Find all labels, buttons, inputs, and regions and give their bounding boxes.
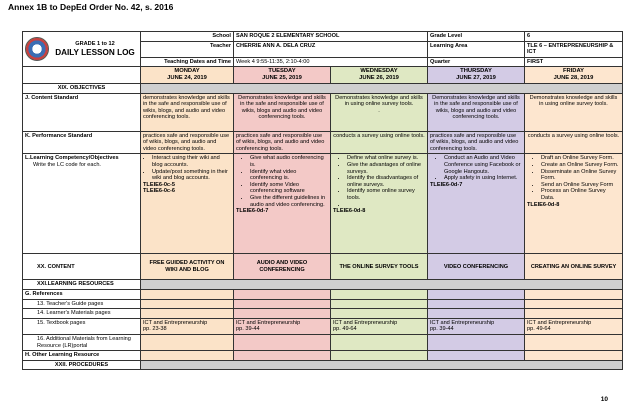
learning-resources-bar (141, 280, 623, 290)
list-item: • Draft an Online Survey Form. (541, 155, 620, 162)
lc-code: TLEIE6-0d-7 (430, 181, 463, 188)
content-standard-wed: Demonstrates knowledge and skills in using online survey tools. . (331, 93, 428, 131)
content-thu: VIDEO CONFERENCING (428, 254, 525, 280)
competency-sublabel: Write the LC code for each. (33, 162, 101, 168)
list-item: • Identify the disadvantages of online surveys. (347, 175, 425, 188)
performance-standard-tue: practices safe and responsible use of wikis, blogs, and audio and video conferencing tools. (234, 131, 331, 154)
learners-materials-label: 14. Learner's Materials pages (23, 309, 141, 319)
daily-lesson-log-table (22, 31, 623, 370)
grade-level-label: Grade Level (428, 32, 525, 42)
content-standard-thu: Demonstrates knowledge and skills in the safe and responsible use of wikis, blogs and audio and video conferencing tools. (428, 93, 525, 131)
title-cell (23, 32, 141, 67)
lc-code: TLEIE6-0d-7 (236, 208, 269, 215)
list-item: • Give the different guidelines in audio and video conferencing. (250, 195, 328, 208)
deped-seal-icon (25, 37, 49, 61)
other-resources-label: H. Other Learning Resource (23, 351, 141, 361)
dates-label: Teaching Dates and Time (141, 57, 234, 67)
learning-resources-label: XXI.LEARNING RESOURCES (23, 280, 141, 290)
additional-materials-label: 16. Additional Materials from Learning Resource (LR)portal (23, 334, 141, 350)
annex-header: Annex 1B to DepEd Order No. 42, s. 2016 (8, 2, 174, 12)
content-mon: FREE GUIDED ACTIVITY ON WIKI AND BLOG (141, 254, 234, 280)
competency-mon (141, 154, 234, 254)
competency-tue (234, 154, 331, 254)
day-header-thursday: THURSDAY JUNE 27, 2019 (428, 67, 525, 84)
objectives-bar (141, 84, 623, 94)
content-standard-label: J. Content Standard (23, 93, 141, 131)
content-standard-tue: Demonstrates knowledge and skills in the safe and responsible use of wikis, blogs and audio and video conferencing tools. (234, 93, 331, 131)
log-title: DAILY LESSON LOG (55, 47, 135, 57)
textbook-wed: ICT and Entrepreneurship pp. 49-64 (331, 318, 428, 334)
page-number: 10 (600, 396, 608, 403)
performance-standard-mon: practices safe and responsible use of wikis, blogs, and audio and video conferencing tools. (141, 131, 234, 154)
day-header-wednesday: WEDNESDAY JUNE 26, 2019 (331, 67, 428, 84)
content-label: XX. CONTENT (23, 254, 141, 280)
performance-standard-wed: conducts a survey using online tools. (331, 131, 428, 154)
list-item: • Give what audio conferencing is. (250, 155, 328, 168)
references-label: G. References (23, 290, 141, 300)
learning-area-value: TLE 6 – ENTREPRENEURSHIP & ICT (525, 41, 623, 57)
content-standard-mon: demonstrates knowledge and skills in the safe and responsible use of wikis, blogs, and audio and video conferencing tools. (141, 93, 234, 131)
list-item: • Identify what video conferencing is. (250, 169, 328, 182)
procedures-label: XXII. PROCEDURES (23, 360, 141, 370)
lc-code: TLEIE6-0d-8 (527, 201, 560, 208)
grade-level-value: 6 (525, 32, 623, 42)
quarter-value: FIRST (525, 57, 623, 67)
competency-label: L.Learning Competency/Objectives (25, 155, 119, 162)
textbook-label: 15. Textbook pages (23, 318, 141, 334)
lc-code: TLEIE6-0c-5 (143, 181, 176, 188)
list-item: • Conduct an Audio and Video Conference using Facebook or Google Hangouts. (444, 155, 522, 175)
textbook-mon: ICT and Entrepreneurship pp. 23-38 (141, 318, 234, 334)
lc-code: TLEIE6-0d-8 (333, 208, 366, 215)
textbook-tue: ICT and Entrepreneurship pp. 39-44 (234, 318, 331, 334)
competency-label-cell (23, 154, 141, 254)
performance-standard-label: K. Performance Standard (23, 131, 141, 154)
content-standard-fri: Demonstrates knowledge and skills in using online survey tools. (525, 93, 623, 131)
list-item: • Update/post something in their wiki and blog accounts. (152, 169, 231, 182)
list-item: • Interact using their wiki and blog accounts. (152, 155, 231, 168)
textbook-fri: ICT and Entrepreneurship pp. 49-64 (525, 318, 623, 334)
performance-standard-thu: practices safe and responsible use of wikis, blogs, and audio and video conferencing tools. (428, 131, 525, 154)
competency-thu (428, 154, 525, 254)
grade-range: GRADE 1 to 12 (75, 41, 115, 48)
content-tue: AUDIO AND VIDEO CONFERENCING (234, 254, 331, 280)
content-fri: CREATING AN ONLINE SURVEY (525, 254, 623, 280)
teacher-value: CHERRIE ANN A. DELA CRUZ (234, 41, 428, 57)
competency-fri (525, 154, 623, 254)
procedures-bar (141, 360, 623, 370)
quarter-label: Quarter (428, 57, 525, 67)
list-item: • Apply safety in using Internet. (444, 175, 522, 182)
list-item: • Give the advantages of online surveys. (347, 162, 425, 175)
teachers-guide-label: 13. Teacher's Guide pages (23, 299, 141, 309)
list-item: • Send an Online Survey Form (541, 182, 620, 189)
list-item: • Identify some online survey tools. (347, 188, 425, 201)
dates-value: Week 4 9:55-11:35, 2:10-4:00 (234, 57, 428, 67)
list-item: • Disseminate an Online Survey Form. (541, 169, 620, 182)
day-header-friday: FRIDAY JUNE 28, 2019 (525, 67, 623, 84)
list-item (347, 202, 425, 209)
learning-area-label: Learning Area (428, 41, 525, 57)
school-value: SAN ROQUE 2 ELEMENTARY SCHOOL (234, 32, 428, 42)
teacher-label: Teacher (141, 41, 234, 57)
list-item: • Process an Online Survey Data. (541, 188, 620, 201)
list-item: • Identify some Video conferencing software (250, 182, 328, 195)
list-item: • Create an Online Survey Form. (541, 162, 620, 169)
lc-code: TLEIE6-0c-6 (143, 188, 176, 195)
objectives-label: XIX. OBJECTIVES (23, 84, 141, 94)
competency-wed (331, 154, 428, 254)
performance-standard-fri: conducts a survey using online tools. (525, 131, 623, 154)
day-header-monday: MONDAY JUNE 24, 2019 (141, 67, 234, 84)
school-label: School (141, 32, 234, 42)
content-wed: THE ONLINE SURVEY TOOLS (331, 254, 428, 280)
day-header-blank (23, 67, 141, 84)
list-item: • Define what online survey is. (347, 155, 425, 162)
day-header-tuesday: TUESDAY JUNE 25, 2019 (234, 67, 331, 84)
textbook-thu: ICT and Entrepreneurship pp. 39-44 (428, 318, 525, 334)
